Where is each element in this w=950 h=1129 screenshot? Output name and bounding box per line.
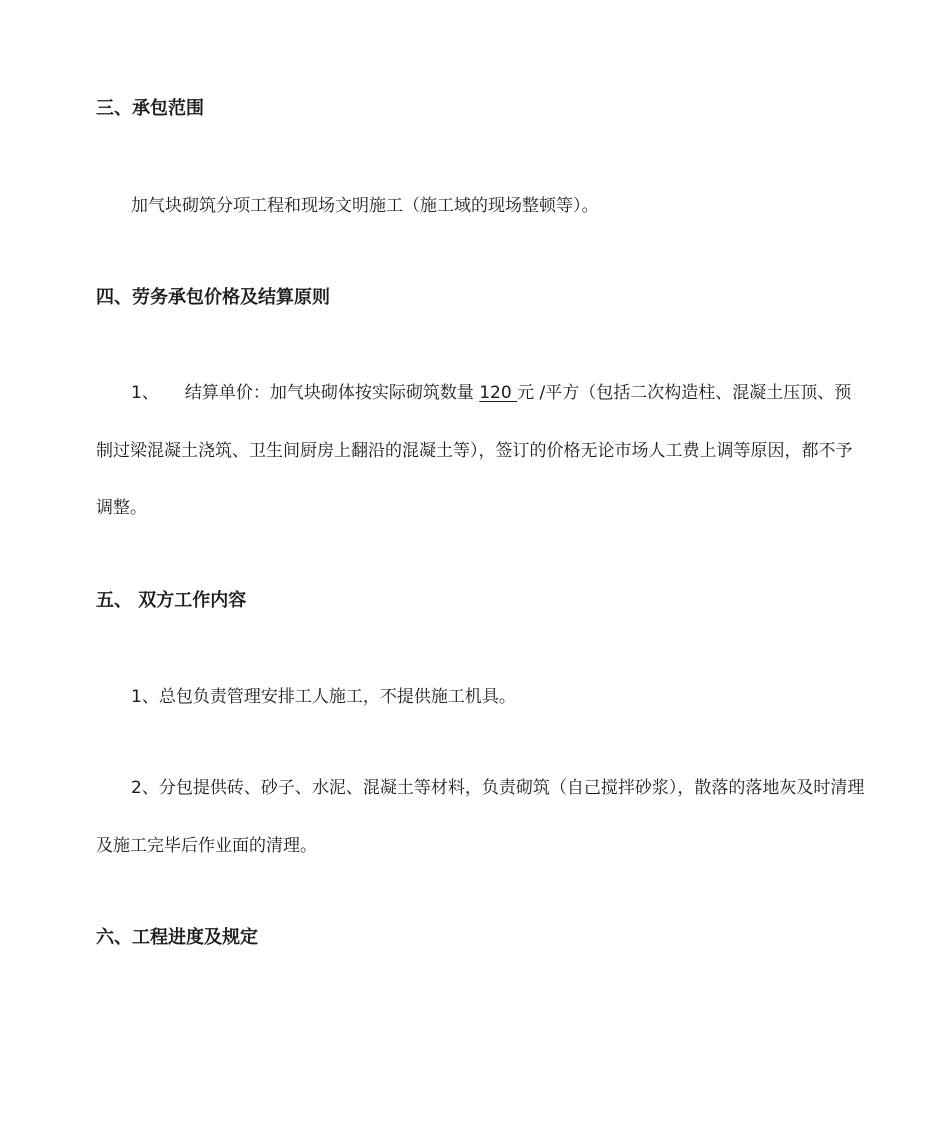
- section-5-heading: 五、 双方工作内容: [96, 590, 247, 611]
- section-3-paragraph: 加气块砌筑分项工程和现场文明施工（施工域的现场整顿等）。: [131, 196, 599, 216]
- section-5-item-1: 1、总包负责管理安排工人施工，不提供施工机具。: [131, 687, 516, 707]
- section-5-item-2: 2、分包提供砖、砂子、水泥、混凝土等材料，负责砌筑（自己搅拌砂浆），散落的落地灰及时清理及施工完毕后作业面的清理。: [96, 778, 865, 856]
- unit-price-amount: 120: [479, 383, 518, 403]
- price-text-before: 结算单价：加气块砌体按实际砌筑数量: [184, 383, 480, 403]
- price-text-after: 元 /平方（包括二次构造柱、混凝土压顶、预制过梁混凝土浇筑、卫生间厨房上翻沿的混凝土等），签订的价格无论市场人工费上调等原因，都不予调整。: [96, 383, 853, 518]
- section-4-item-1: [96, 365, 868, 538]
- section-4-heading: 四、劳务承包价格及结算原则: [96, 287, 330, 308]
- item-number: 1、: [131, 383, 159, 403]
- section-6-heading: 六、工程进度及规定: [96, 927, 258, 948]
- section-3-heading: 三、承包范围: [96, 98, 204, 119]
